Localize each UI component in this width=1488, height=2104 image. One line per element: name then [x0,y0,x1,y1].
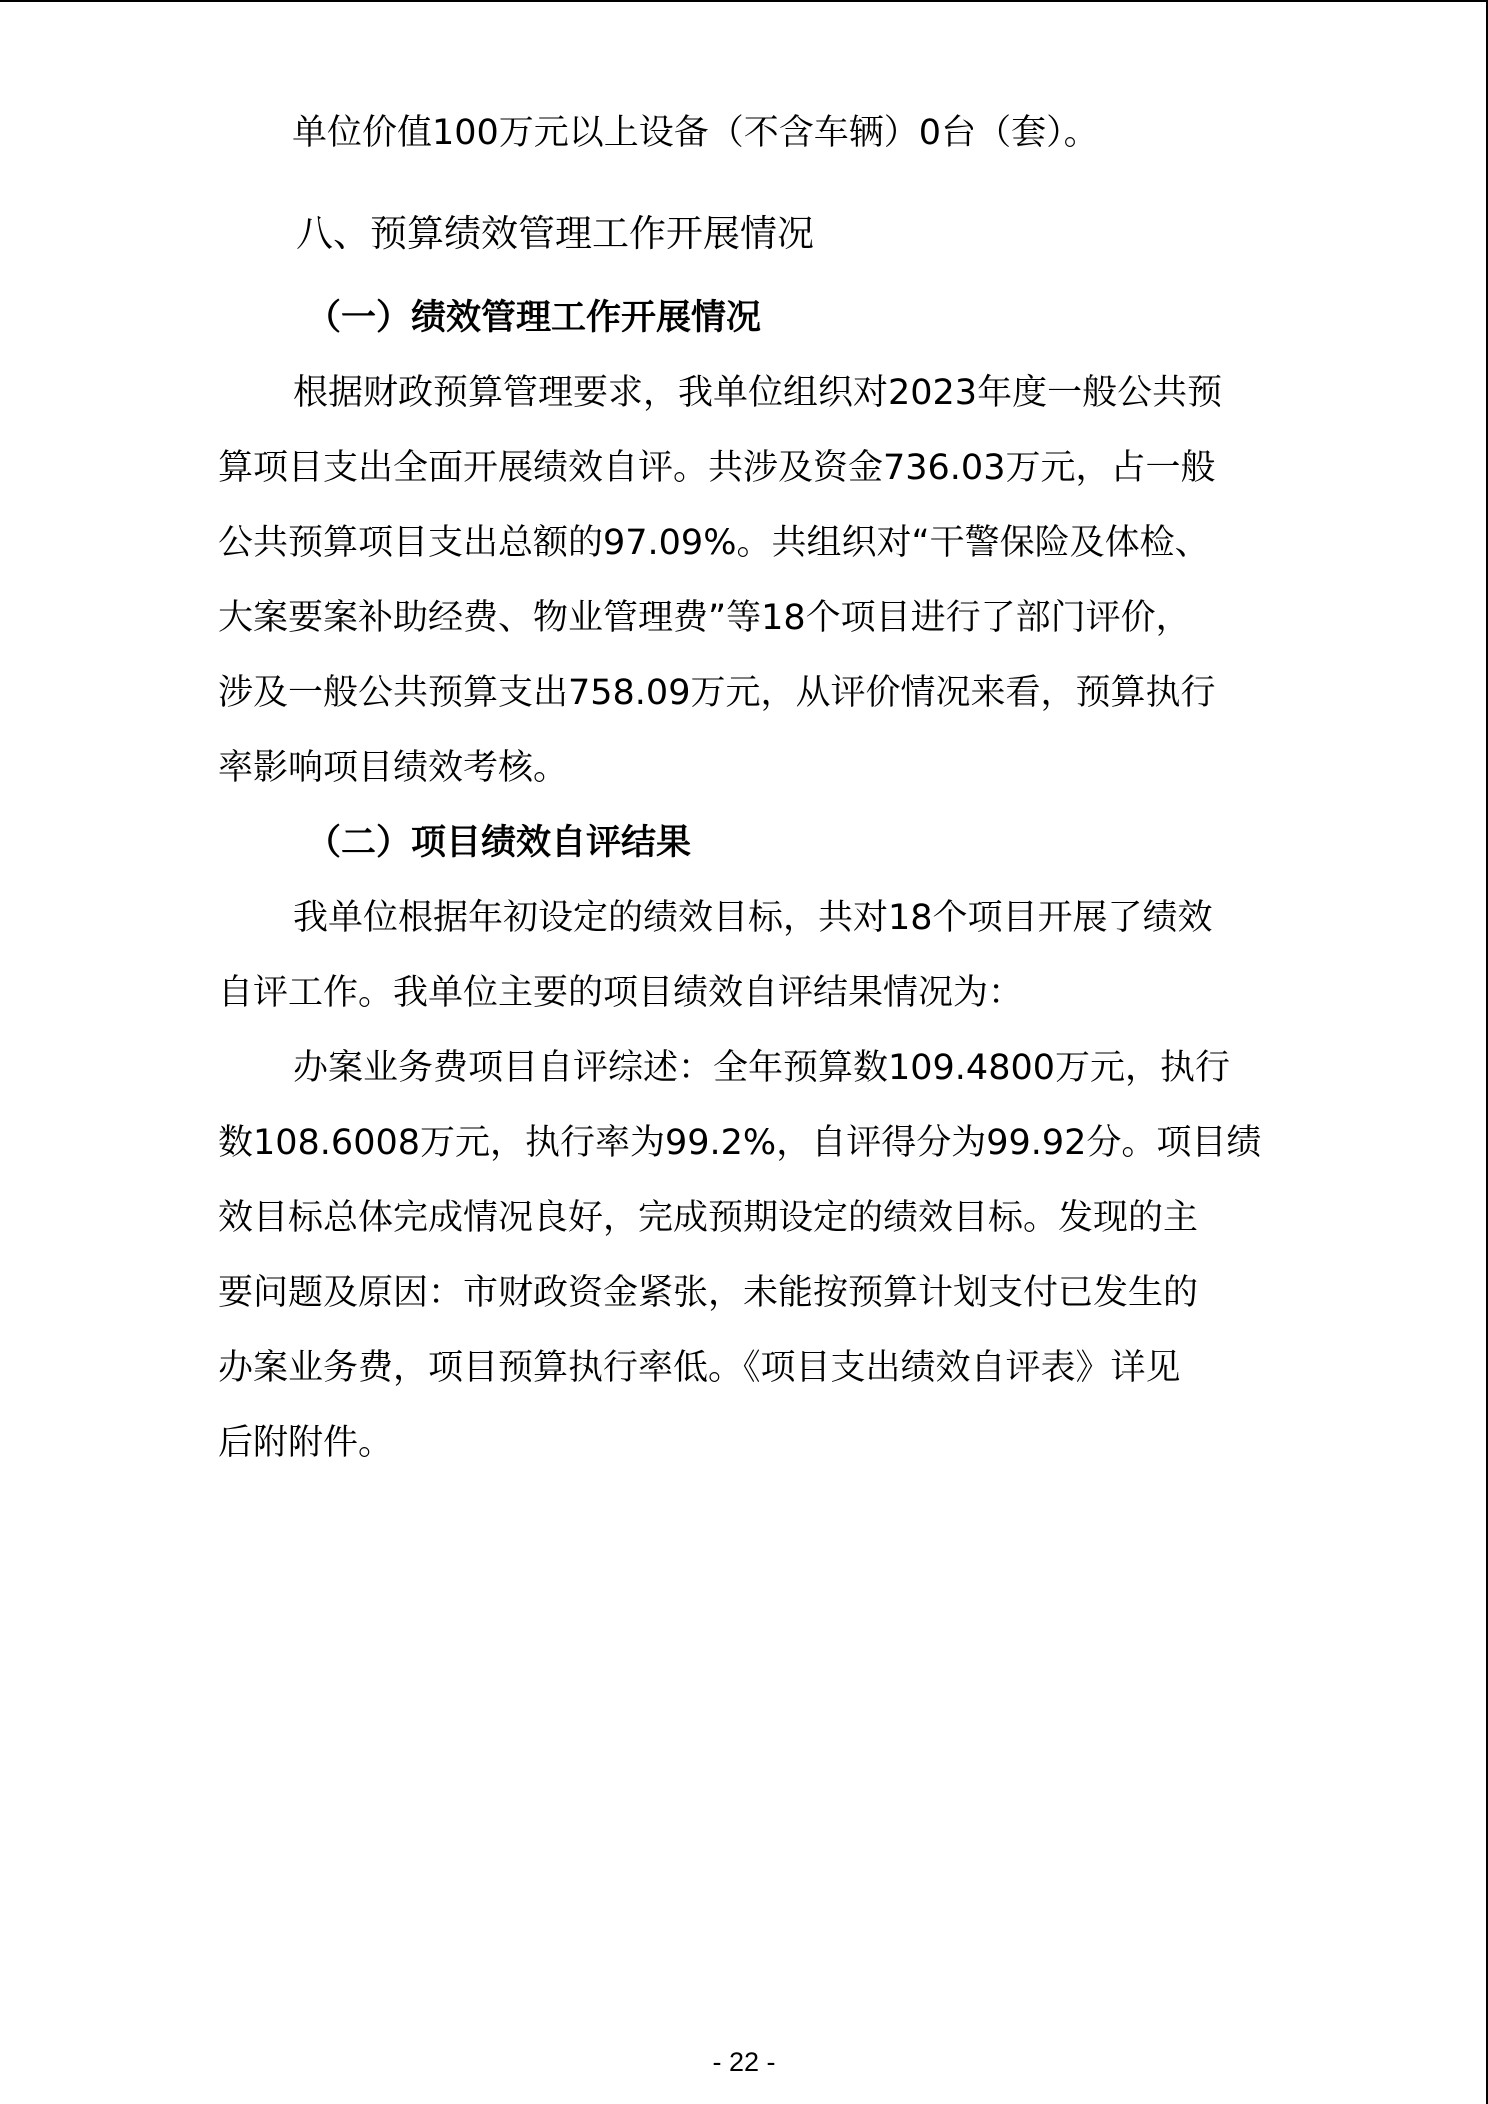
section-title: 八、预算绩效管理工作开展情况 [296,212,814,255]
paragraph-line: 算项目支出全面开展绩效自评。共涉及资金736.03万元，占一般 [218,448,1216,488]
page-number: - 22 - [712,2047,776,2077]
paragraph-line: 办案业务费项目自评综述：全年预算数109.4800万元，执行 [293,1048,1231,1088]
page-border-top [0,0,1488,2]
paragraph-line: 大案要案补助经费、物业管理费”等18个项目进行了部门评价， [218,598,1191,638]
paragraph-line: 公共预算项目支出总额的97.09%。共组织对“干警保险及体检、 [218,523,1210,563]
paragraph-line: 后附附件。 [218,1423,394,1463]
document-body [218,196,1288,1481]
paragraph-line: 我单位根据年初设定的绩效目标，共对18个项目开展了绩效 [293,898,1213,938]
paragraph-line: 效目标总体完成情况良好，完成预期设定的绩效目标。发现的主 [218,1198,1199,1238]
paragraph-line: 要问题及原因：市财政资金紧张，未能按预算计划支付已发生的 [218,1273,1199,1313]
equipment-summary-line: 单位价值100万元以上设备（不含车辆）0台（套）。 [292,113,1099,153]
paragraph-case-expense-summary [218,1031,1288,1481]
subsection-2-title: （二）项目绩效自评结果 [306,823,692,863]
paragraph-line: 自评工作。我单位主要的项目绩效自评结果情况为： [218,973,1024,1013]
paragraph-line: 涉及一般公共预算支出758.09万元，从评价情况来看，预算执行 [218,673,1216,713]
paragraph-performance-management [218,356,1288,806]
subsection-1-title: （一）绩效管理工作开展情况 [306,298,762,338]
paragraph-self-evaluation-intro [218,881,1288,1031]
paragraph-line: 率影响项目绩效考核。 [218,748,569,788]
paragraph-line: 办案业务费，项目预算执行率低。《项目支出绩效自评表》详见 [218,1348,1181,1388]
paragraph-line: 数108.6008万元，执行率为99.2%，自评得分为99.92分。项目绩 [218,1123,1262,1163]
paragraph-line: 根据财政预算管理要求，我单位组织对2023年度一般公共预 [293,373,1223,413]
